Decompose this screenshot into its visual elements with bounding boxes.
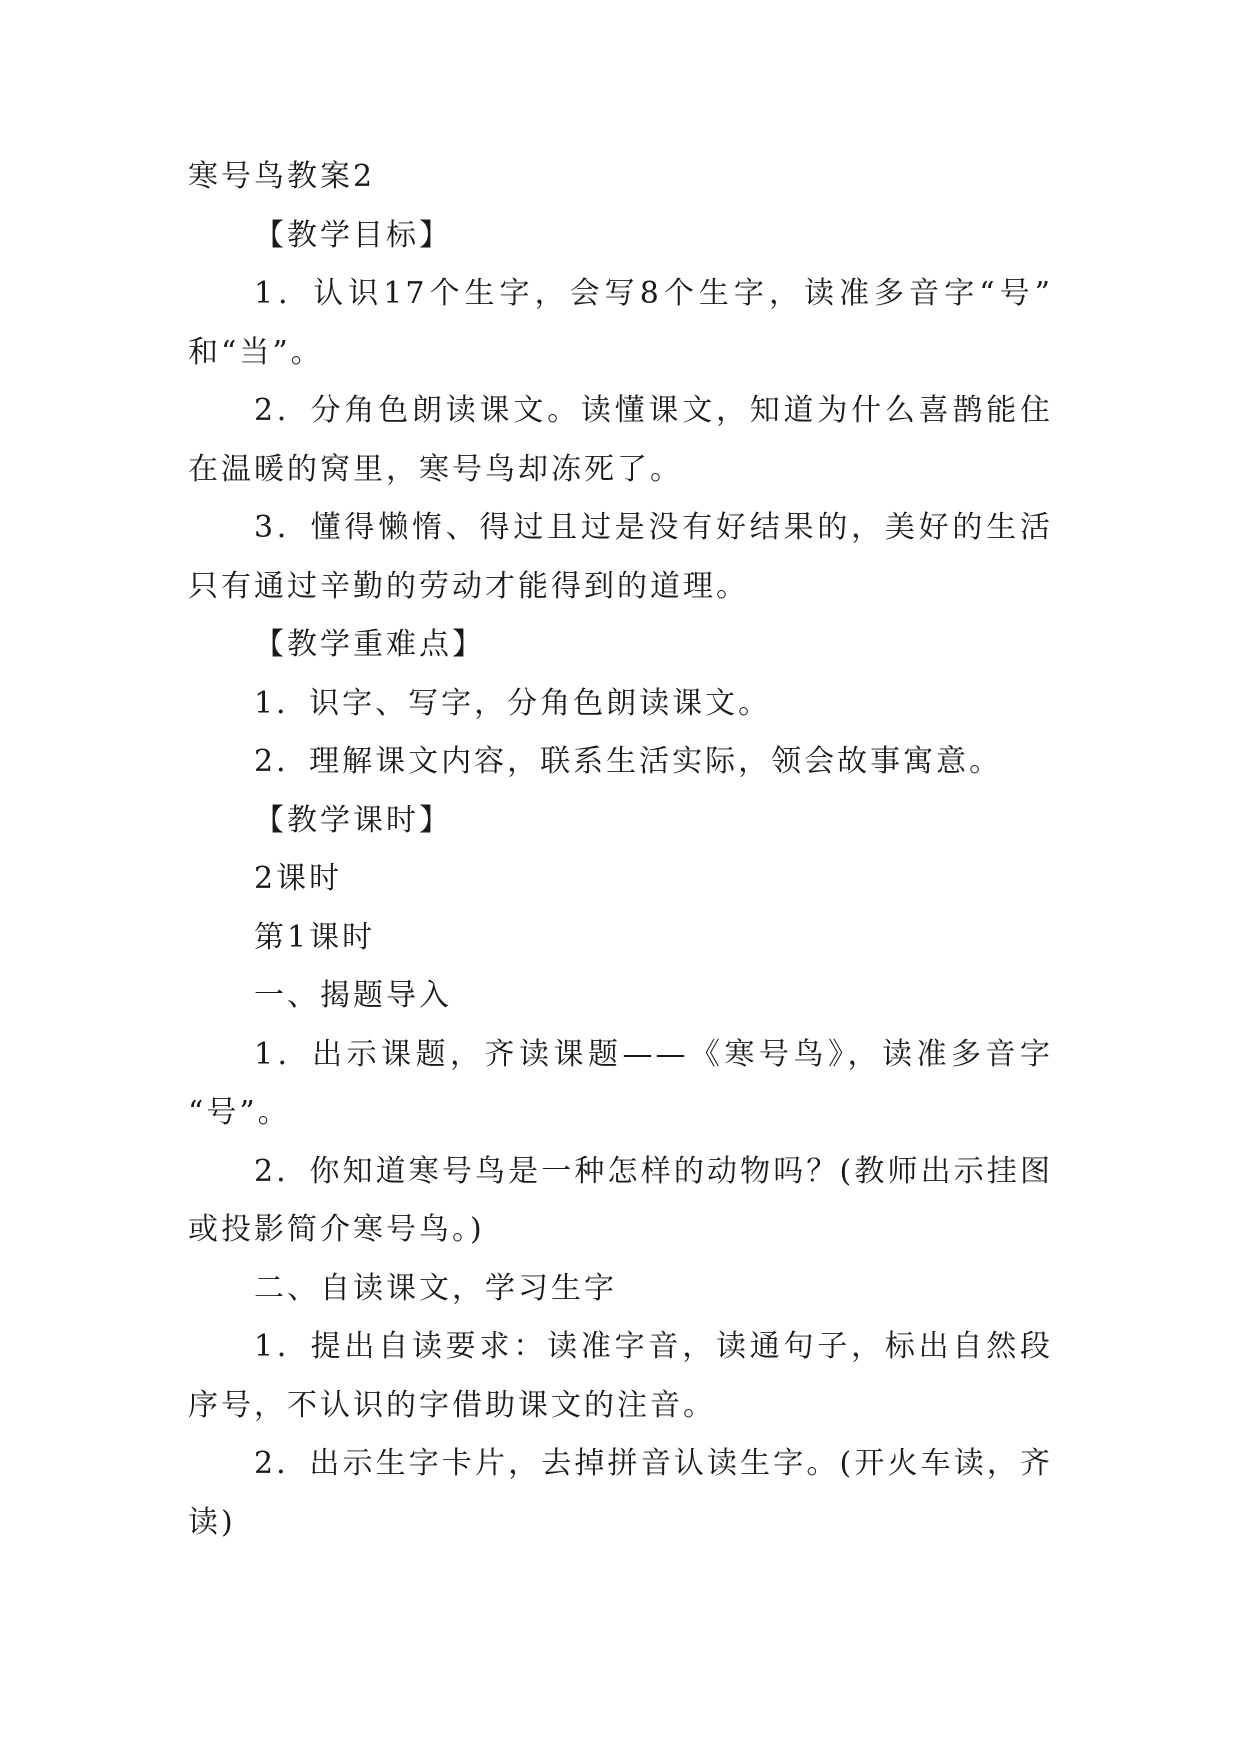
paragraph-line: 1．提出自读要求：读准字音，读通句子，标出自然段: [254, 1329, 1053, 1364]
subsection-heading: 一、揭题导入: [254, 978, 452, 1013]
document-title: 寒号鸟教案2: [188, 159, 376, 194]
paragraph-line: 只有通过辛勤的劳动才能得到的道理。: [188, 568, 749, 604]
paragraph-line: 和“当”。: [188, 334, 324, 370]
paragraph-line: 1．出示课题，齐读课题——《寒号鸟》，读准多音字: [254, 1036, 1053, 1072]
paragraph-line: 3．懂得懒惰、得过且过是没有好结果的，美好的生活: [254, 510, 1053, 545]
paragraph-line: “号”。: [188, 1095, 291, 1130]
paragraph-line: 1．认识17个生字，会写8个生字，读准多音字“号”: [254, 276, 1053, 311]
paragraph-line: 2课时: [254, 861, 343, 896]
paragraph-line: 读): [188, 1504, 236, 1540]
paragraph-line: 在温暖的窝里，寒号鸟却冻死了。: [188, 451, 683, 487]
section-heading-teaching-goals: 【教学目标】: [254, 217, 452, 253]
paragraph-line: 或投影简介寒号鸟。): [188, 1212, 485, 1247]
subsection-heading: 二、自读课文，学习生字: [254, 1270, 617, 1306]
paragraph-line: 2．理解课文内容，联系生活实际，领会故事寓意。: [254, 744, 1003, 779]
paragraph-line: 2．你知道寒号鸟是一种怎样的动物吗？(教师出示挂图: [254, 1153, 1053, 1189]
paragraph-line: 序号，不认识的字借助课文的注音。: [188, 1387, 716, 1423]
section-heading-lesson-hours: 【教学课时】: [254, 802, 452, 838]
paragraph-line: 2．出示生字卡片，去掉拼音认读生字。(开火车读，齐: [254, 1446, 1053, 1481]
paragraph-line: 1．识字、写字，分角色朗读课文。: [254, 685, 772, 721]
document-page: [188, 148, 1053, 1552]
lesson-label: 第1课时: [254, 919, 376, 955]
paragraph-line: 2．分角色朗读课文。读懂课文，知道为什么喜鹊能住: [254, 393, 1053, 428]
section-heading-key-points: 【教学重难点】: [254, 627, 485, 662]
